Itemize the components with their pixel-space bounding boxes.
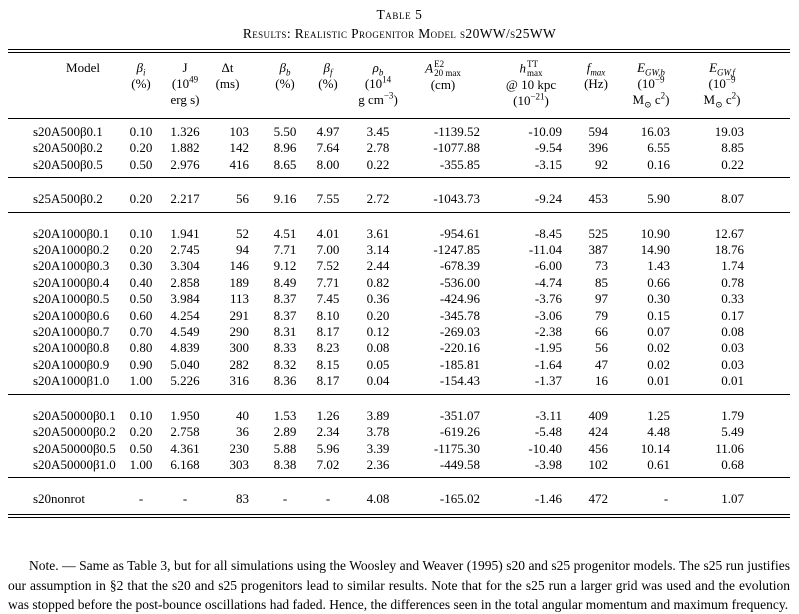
table-cell: -165.02	[439, 491, 480, 507]
table-cell: 8.17	[316, 324, 340, 340]
table-cell: 10.90	[640, 225, 670, 241]
table-cell: 0.20	[366, 307, 390, 323]
table-cell: 4.48	[647, 424, 670, 440]
table-cell: 3.39	[366, 440, 390, 456]
table-section	[8, 178, 790, 212]
model-name: s20A500β0.1	[33, 124, 103, 139]
table-cell: -3.98	[534, 456, 562, 472]
column-header-angular-momentum: J ($10^{49}$ erg s)	[164, 51, 206, 119]
table-cell: 290	[229, 324, 249, 340]
table-cell: 4.254	[170, 307, 200, 323]
table-cell: 0.78	[721, 274, 744, 290]
table-cell: 0.33	[721, 291, 744, 307]
table-cell: -3.76	[534, 291, 562, 307]
column-header-model: Model	[8, 51, 118, 119]
table-cell: 424	[588, 424, 608, 440]
table-cell: 8.00	[316, 156, 340, 172]
table-cell: 56	[236, 191, 249, 207]
model-name: s20A1000β0.2	[33, 242, 110, 258]
table-cell: -3.11	[535, 407, 562, 423]
table-cell: -6.00	[534, 258, 562, 274]
table-cell: 146	[229, 258, 249, 274]
model-name: s20A1000β0.6	[33, 307, 110, 323]
table-cell: -1077.88	[433, 140, 480, 156]
table-cell: -185.81	[439, 356, 480, 372]
table-cell: 142	[229, 140, 249, 156]
table-cell: 8.36	[273, 373, 297, 389]
table-cell: 0.30	[129, 258, 153, 274]
table-row	[8, 275, 790, 291]
table-cell: 7.55	[316, 191, 340, 207]
model-name: s20A1000β0.4	[33, 274, 110, 290]
table-cell: -154.43	[439, 373, 480, 389]
table-cell: 0.08	[721, 324, 744, 340]
table-cell: 525	[588, 225, 608, 241]
table-cell: -449.58	[439, 456, 480, 472]
table-section	[8, 212, 790, 394]
table-cell: 0.36	[366, 291, 390, 307]
table-cell: 0.03	[721, 356, 744, 372]
table-cell: 387	[588, 242, 608, 258]
table-cell: 7.71	[273, 242, 297, 258]
table-cell: 2.745	[170, 242, 200, 258]
table-subtitle: Results: Realistic Progenitor Model s20WW/s25WW	[242, 26, 557, 41]
table-cell: 0.17	[721, 307, 744, 323]
table-cell: 453	[588, 191, 608, 207]
table-cell: 300	[229, 340, 249, 356]
table-cell: 0.20	[129, 424, 153, 440]
table-row	[8, 373, 790, 394]
table-cell: 92	[595, 156, 608, 172]
table-cell: 1.07	[721, 491, 744, 507]
table-cell: 8.37	[273, 307, 297, 323]
table-cell: -269.03	[439, 324, 480, 340]
table-cell: 2.78	[366, 140, 390, 156]
table-cell: -10.09	[528, 124, 562, 139]
table-cell: 2.217	[170, 191, 200, 207]
table-cell: 0.05	[366, 356, 390, 372]
table-cell: 2.34	[316, 424, 340, 440]
table-cell: 303	[229, 456, 249, 472]
table-cell: 0.68	[721, 456, 744, 472]
table-cell: -9.24	[534, 191, 562, 207]
table-cell: 0.50	[129, 156, 153, 172]
table-cell: 0.20	[129, 242, 153, 258]
table-row	[8, 258, 790, 274]
results-table	[8, 49, 790, 518]
table-cell: -1043.73	[433, 191, 480, 207]
table-cell: 3.78	[366, 424, 390, 440]
table-cell: 1.941	[170, 225, 200, 241]
table-cell: 0.01	[721, 373, 744, 389]
table-cell: -10.40	[528, 440, 562, 456]
table-cell: -	[182, 491, 188, 507]
table-row	[8, 441, 790, 457]
table-cell: 0.20	[129, 191, 153, 207]
model-name: s20A1000β1.0	[33, 373, 110, 389]
table-cell: 1.00	[129, 373, 153, 389]
table-cell: 5.90	[647, 191, 670, 207]
table-cell: 3.45	[366, 124, 390, 139]
table-cell: 4.08	[366, 491, 390, 507]
table-cell: 4.97	[316, 124, 340, 139]
model-name: s20A50000β0.1	[33, 407, 116, 423]
table-cell: 409	[588, 407, 608, 423]
table-section	[8, 119, 790, 178]
table-cell: 9.16	[273, 191, 297, 207]
table-cell: 0.16	[647, 156, 670, 172]
table-number: Table 5	[376, 7, 423, 22]
table-cell: 0.90	[129, 356, 153, 372]
table-cell: -1139.52	[433, 124, 480, 139]
table-cell: 7.64	[316, 140, 340, 156]
table-cell: 85	[595, 274, 608, 290]
model-name: s20A1000β0.1	[33, 225, 110, 241]
table-cell: -5.48	[534, 424, 562, 440]
table-cell: -619.26	[439, 424, 480, 440]
table-cell: 12.67	[714, 225, 744, 241]
table-cell: 189	[229, 274, 249, 290]
table-cell: 0.02	[647, 356, 670, 372]
column-header-beta-initial: $\beta_i$ (%)	[118, 51, 164, 119]
column-header-beta-bounce: $\beta_b$ (%)	[264, 51, 306, 119]
table-cell: 0.03	[721, 340, 744, 356]
column-header-a-e2-20-max: A E2 20 max (cm)	[406, 51, 500, 119]
table-row	[8, 157, 790, 178]
stacked-script: TT max	[527, 59, 543, 78]
table-cell: 396	[588, 140, 608, 156]
model-name: s20A50000β1.0	[33, 456, 116, 472]
header-row	[8, 51, 790, 119]
table-cell: 36	[236, 424, 249, 440]
table-cell: 66	[595, 324, 608, 340]
table-cell: 0.60	[129, 307, 153, 323]
table-cell: 97	[595, 291, 608, 307]
table-cell: 52	[236, 225, 249, 241]
table-cell: 5.96	[316, 440, 340, 456]
table-cell: 0.10	[129, 225, 153, 241]
model-name: s20A1000β0.5	[33, 291, 110, 307]
table-cell: 4.361	[170, 440, 200, 456]
table-cell: 4.839	[170, 340, 200, 356]
model-name: s20A1000β0.8	[33, 340, 110, 356]
table-cell: 0.40	[129, 274, 153, 290]
table-cell: -	[138, 491, 144, 507]
table-cell: -	[282, 491, 288, 507]
table-cell: 5.040	[170, 356, 200, 372]
table-cell: 3.14	[366, 242, 390, 258]
table-row	[8, 340, 790, 356]
column-header-rho-bounce: $\rho_b$ ($10^{14}$ g $cm^{-3}$)	[350, 51, 406, 119]
table-cell: 8.23	[316, 340, 340, 356]
column-header-beta-final: $\beta_f$ (%)	[306, 51, 350, 119]
table-cell: 5.49	[721, 424, 744, 440]
table-cell: 8.07	[721, 191, 744, 207]
table-cell: 8.65	[273, 156, 297, 172]
table-cell: 0.70	[129, 324, 153, 340]
table-cell: 14.90	[640, 242, 670, 258]
table-row	[8, 324, 790, 340]
table-cell: 416	[229, 156, 249, 172]
table-cell: 0.07	[647, 324, 670, 340]
table-cell: 7.00	[316, 242, 340, 258]
table-section	[8, 478, 790, 516]
table-cell: 2.858	[170, 274, 200, 290]
table-cell: 3.61	[366, 225, 390, 241]
table-cell: 0.22	[721, 156, 744, 172]
table-cell: -1.95	[534, 340, 562, 356]
table-cell: 8.33	[273, 340, 297, 356]
table-cell: -11.04	[528, 242, 562, 258]
table-row	[8, 478, 790, 516]
table-cell: 0.80	[129, 340, 153, 356]
table-cell: 0.50	[129, 291, 153, 307]
table-cell: -1.46	[534, 491, 562, 507]
table-cell: 11.06	[715, 440, 744, 456]
table-cell: 16.03	[640, 124, 670, 139]
table-cell: -3.15	[534, 156, 562, 172]
model-name: s20A1000β0.3	[33, 258, 110, 274]
table-cell: -1.64	[534, 356, 562, 372]
table-note: Note. — Same as Table 3, but for all simulations using the Woosley and Weaver (1995) s20 and s25 progenitor models. The s25 run justifies our assumption in §2 that the s20 and s25 progenitors lead to similar results. Note that for the s25 run a larger grid was used and the evolution was stopped before the post-bounce oscillations had faded. Hence, the differences seen in the total angular momentum and maximum frequency.	[8, 557, 790, 613]
table-cell: 0.02	[647, 340, 670, 356]
table-cell: 40	[236, 407, 249, 423]
table-cell: -351.07	[439, 407, 480, 423]
table-cell: 230	[229, 440, 249, 456]
table-cell: -4.74	[534, 274, 562, 290]
table-title-block	[0, 0, 799, 42]
model-name: s25A500β0.2	[33, 191, 103, 207]
table-cell: 9.12	[273, 258, 297, 274]
table-cell: 16	[595, 373, 608, 389]
table-cell: -1.37	[534, 373, 562, 389]
column-header-h-tt-max: h TT max @ 10 kpc $(10^{-21})$	[500, 51, 584, 119]
table-cell: -	[325, 491, 331, 507]
table-cell: 0.08	[366, 340, 390, 356]
column-header-e-gw-final: $E_{GW,f}$ ($10^{-9}$ $M_⊙$ $c^2$)	[700, 51, 790, 119]
table-cell: -954.61	[439, 225, 480, 241]
table-cell: 316	[229, 373, 249, 389]
table-cell: 83	[236, 491, 249, 507]
table-cell: 8.37	[273, 291, 297, 307]
table-cell: 1.26	[316, 407, 340, 423]
table-cell: 0.66	[647, 274, 670, 290]
table-cell: 103	[229, 124, 249, 139]
table-row	[8, 424, 790, 440]
table-cell: -424.96	[439, 291, 480, 307]
table-row	[8, 140, 790, 156]
table-row	[8, 394, 790, 424]
table-cell: 94	[236, 242, 249, 258]
table-cell: 0.12	[366, 324, 390, 340]
table-cell: 5.50	[273, 124, 297, 139]
table-cell: 1.53	[273, 407, 297, 423]
model-name: s20A50000β0.5	[33, 440, 116, 456]
table-cell: 1.43	[647, 258, 670, 274]
table-cell: 1.79	[721, 407, 744, 423]
table-section	[8, 394, 790, 478]
table-cell: 0.20	[129, 140, 153, 156]
model-name: s20nonrot	[33, 491, 85, 507]
model-name: s20A1000β0.7	[33, 324, 110, 340]
table-cell: 0.30	[647, 291, 670, 307]
table-cell: 8.10	[316, 307, 340, 323]
table-cell: 18.76	[714, 242, 744, 258]
column-header-f-max: $f_{max}$ (Hz)	[584, 51, 632, 119]
table-cell: 102	[588, 456, 608, 472]
table-cell: 6.168	[170, 456, 200, 472]
table-cell: 5.226	[170, 373, 200, 389]
table-cell: 3.89	[366, 407, 390, 423]
table-cell: 1.326	[170, 124, 200, 139]
table-cell: 7.02	[316, 456, 340, 472]
table-cell: 6.55	[647, 140, 670, 156]
table-cell: 4.51	[273, 225, 297, 241]
table-row	[8, 242, 790, 258]
table-cell: 47	[595, 356, 608, 372]
table-cell: 2.36	[366, 456, 390, 472]
table-cell: 0.15	[647, 307, 670, 323]
table-cell: -536.00	[439, 274, 480, 290]
table-cell: -1175.30	[433, 440, 480, 456]
table-cell: 456	[588, 440, 608, 456]
table-cell: -2.38	[534, 324, 562, 340]
table-cell: -345.78	[439, 307, 480, 323]
column-header-e-gw-bounce: $E_{GW,b}$ ($10^{-9}$ $M_⊙$ $c^2$)	[632, 51, 700, 119]
table-cell: 5.88	[273, 440, 297, 456]
table-cell: 3.984	[170, 291, 200, 307]
table-cell: 10.14	[640, 440, 670, 456]
table-cell: 4.01	[316, 225, 340, 241]
table-cell: 1.00	[129, 456, 153, 472]
model-name: s20A1000β0.9	[33, 356, 110, 372]
table-cell: 0.50	[129, 440, 153, 456]
table-cell: 2.44	[366, 258, 390, 274]
model-name: s20A50000β0.2	[33, 424, 116, 440]
table-cell: 8.49	[273, 274, 297, 290]
table-head	[8, 51, 790, 119]
table-cell: 113	[229, 291, 249, 307]
table-cell: -355.85	[439, 156, 480, 172]
table-cell: 1.74	[721, 258, 744, 274]
table-cell: 8.38	[273, 456, 297, 472]
model-name: s20A500β0.2	[33, 140, 103, 156]
table-cell: 472	[588, 491, 608, 507]
table-cell: 594	[588, 124, 608, 139]
table-cell: 0.61	[647, 456, 670, 472]
table-row	[8, 308, 790, 324]
table-cell: 0.10	[129, 124, 153, 139]
table-cell: 0.04	[366, 373, 390, 389]
table-cell: 8.32	[273, 356, 297, 372]
table-cell: 0.01	[647, 373, 670, 389]
table-cell: 8.31	[273, 324, 297, 340]
table-cell: 19.03	[714, 124, 744, 139]
table-cell: 56	[595, 340, 608, 356]
table-cell: -1247.85	[433, 242, 480, 258]
table-cell: -678.39	[439, 258, 480, 274]
table-row	[8, 212, 790, 242]
table-row	[8, 178, 790, 212]
table-cell: 2.758	[170, 424, 200, 440]
table-cell: 0.10	[129, 407, 153, 423]
table-row	[8, 357, 790, 373]
table-cell: 3.304	[170, 258, 200, 274]
table-cell: 1.25	[647, 407, 670, 423]
table-cell: 0.82	[366, 274, 390, 290]
table-row	[8, 457, 790, 478]
table-cell: 2.89	[273, 424, 297, 440]
table-cell: 8.96	[273, 140, 297, 156]
table-cell: 1.950	[170, 407, 200, 423]
stacked-script: E2 20 max	[434, 59, 461, 78]
table-cell: -9.54	[534, 140, 562, 156]
table-cell: 282	[229, 356, 249, 372]
column-header-delta-t: Δt (ms)	[206, 51, 264, 119]
table-cell: 1.882	[170, 140, 200, 156]
table-cell: 7.52	[316, 258, 340, 274]
table-cell: 7.45	[316, 291, 340, 307]
table-cell: 8.17	[316, 373, 340, 389]
table-cell: -3.06	[534, 307, 562, 323]
table-cell: 2.976	[170, 156, 200, 172]
table-cell: 0.22	[366, 156, 390, 172]
model-name: s20A500β0.5	[33, 156, 103, 172]
table-cell: 291	[229, 307, 249, 323]
table-cell: -	[663, 491, 669, 507]
table-cell: 79	[595, 307, 608, 323]
table-row	[8, 291, 790, 307]
table-cell: 8.15	[316, 356, 340, 372]
table-cell: 2.72	[366, 191, 390, 207]
table-row	[8, 119, 790, 141]
table-cell: 7.71	[316, 274, 340, 290]
table-cell: -220.16	[439, 340, 480, 356]
table-cell: -8.45	[534, 225, 562, 241]
table-cell: 73	[595, 258, 608, 274]
table-cell: 8.85	[721, 140, 744, 156]
table-cell: 4.549	[170, 324, 200, 340]
